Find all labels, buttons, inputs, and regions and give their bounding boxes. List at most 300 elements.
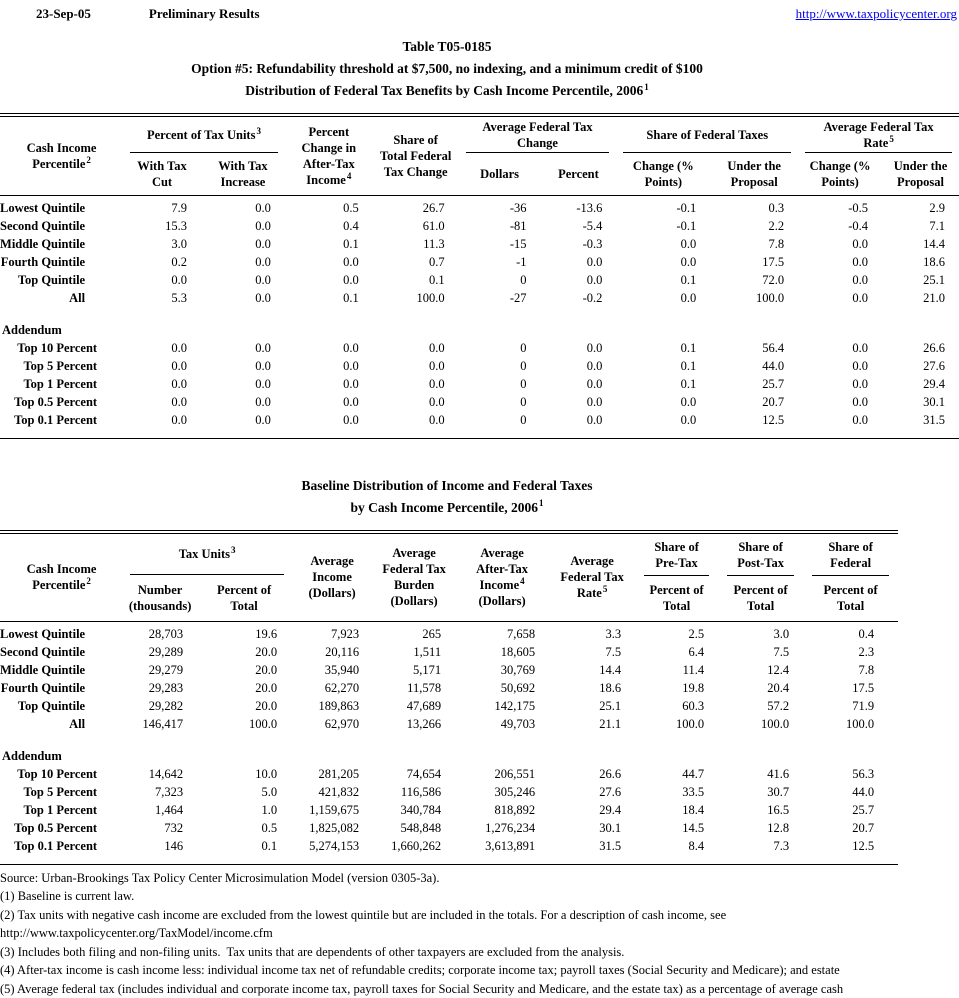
row-label: Fourth Quintile	[0, 679, 123, 697]
cell-value: 12.8	[718, 819, 803, 837]
cell-value: 0.0	[798, 271, 882, 289]
footnote-line: (2) Tax units with negative cash income are excluded from the lowest quintile but are included in the totals. For a description of cash income, see	[0, 906, 959, 925]
cell-value: 100.0	[373, 289, 459, 307]
table2-title-line1: Baseline Distribution of Income and Federal Taxes	[0, 475, 894, 497]
cell-value: 11.3	[373, 235, 459, 253]
cell-value: 0	[459, 411, 541, 429]
cell-value: 100.0	[710, 289, 798, 307]
column-subheader: Under the Proposal	[882, 153, 959, 195]
cell-value: 28,703	[123, 625, 197, 643]
column-header: Share of Pre-Tax Percent of Total	[635, 532, 718, 622]
cell-value: 3.0	[123, 235, 201, 253]
table-body	[0, 621, 898, 864]
cell-value: 116,586	[373, 783, 455, 801]
cell-value: 19.6	[197, 625, 291, 643]
cell-value: -81	[459, 217, 541, 235]
cell-value: 0.0	[201, 199, 285, 217]
table-header	[0, 532, 898, 622]
cell-value: 60.3	[635, 697, 718, 715]
cell-value: 18.6	[549, 679, 635, 697]
cell-value: 0.0	[540, 339, 616, 357]
row-label: All	[0, 715, 123, 733]
cell-value: -5.4	[540, 217, 616, 235]
column-header: Cash Income Percentile$^2$	[0, 115, 123, 195]
cell-value: 26.7	[373, 199, 459, 217]
cell-value: 7.5	[549, 643, 635, 661]
cell-value: 20.7	[710, 393, 798, 411]
cell-value: 1,660,262	[373, 837, 455, 855]
cell-value: 0.0	[798, 357, 882, 375]
taxpolicycenter-link[interactable]: http://www.taxpolicycenter.org	[796, 6, 957, 22]
cell-value: 0.1	[197, 837, 291, 855]
baseline-distribution-table	[0, 530, 898, 865]
cell-value: 7.9	[123, 199, 201, 217]
cell-value: -0.3	[540, 235, 616, 253]
cell-value: 818,892	[455, 801, 549, 819]
benefits-distribution-table-container	[0, 113, 959, 439]
cell-value: 0.0	[201, 375, 285, 393]
column-group-header: Share of Federal Taxes	[616, 115, 798, 153]
cell-value: 732	[123, 819, 197, 837]
cell-value: 0.0	[373, 375, 459, 393]
cell-value: 25.7	[710, 375, 798, 393]
cell-value: 35,940	[291, 661, 373, 679]
column-group-header: Tax Units$^3$	[123, 532, 291, 575]
row-label: Middle Quintile	[0, 235, 123, 253]
column-group-header: Percent of Tax Units$^3$	[123, 115, 285, 153]
footnote-line: (4) After-tax income is cash income less: individual income tax net of refundable credits; corporate income tax; payroll taxes (Social Security and Medicare); and estate	[0, 961, 959, 980]
cell-value: 100.0	[635, 715, 718, 733]
cell-value: 0.0	[201, 289, 285, 307]
cell-value: 13,266	[373, 715, 455, 733]
cell-value: -0.1	[616, 217, 710, 235]
benefits-distribution-table	[0, 113, 959, 439]
cell-value: 17.5	[710, 253, 798, 271]
cell-value: 0.0	[123, 271, 201, 289]
table-row	[0, 271, 959, 289]
cell-value: 2.3	[803, 643, 898, 661]
cell-value: 0.0	[201, 393, 285, 411]
cell-value: 29,282	[123, 697, 197, 715]
cell-value: 0.0	[616, 411, 710, 429]
column-subheader: Number (thousands)	[123, 575, 197, 621]
baseline-distribution-table-container	[0, 530, 959, 865]
cell-value: 142,175	[455, 697, 549, 715]
cell-value: 5,171	[373, 661, 455, 679]
cell-value: 206,551	[455, 765, 549, 783]
cell-value: 189,863	[291, 697, 373, 715]
cell-value: 0.0	[373, 411, 459, 429]
cell-value: 0.0	[285, 393, 373, 411]
cell-value: 74,654	[373, 765, 455, 783]
cell-value: 0.1	[616, 375, 710, 393]
cell-value: 0.0	[123, 393, 201, 411]
column-subheader: Change (% Points)	[798, 153, 882, 195]
cell-value: 0.4	[803, 625, 898, 643]
cell-value: 0	[459, 393, 541, 411]
cell-value: 21.0	[882, 289, 959, 307]
cell-value: 0.0	[798, 411, 882, 429]
cell-value: 31.5	[882, 411, 959, 429]
column-group-header: Average Federal Tax Change	[459, 115, 617, 153]
cell-value: 29,289	[123, 643, 197, 661]
cell-value: 305,246	[455, 783, 549, 801]
cell-value: 0.1	[285, 289, 373, 307]
table-row	[0, 801, 898, 819]
row-label: All	[0, 289, 123, 307]
cell-value: 6.4	[635, 643, 718, 661]
cell-value: 3.3	[549, 625, 635, 643]
cell-value: 30.1	[882, 393, 959, 411]
row-label: Top 1 Percent	[0, 801, 123, 819]
cell-value: 0.0	[201, 217, 285, 235]
cell-value: 0.0	[201, 411, 285, 429]
cell-value: 20.0	[197, 679, 291, 697]
row-label: Second Quintile	[0, 643, 123, 661]
cell-value: 10.0	[197, 765, 291, 783]
cell-value: 44.0	[803, 783, 898, 801]
cell-value: 29,279	[123, 661, 197, 679]
cell-value: 19.8	[635, 679, 718, 697]
cell-value: 11,578	[373, 679, 455, 697]
row-label: Fourth Quintile	[0, 253, 123, 271]
row-label: Second Quintile	[0, 217, 123, 235]
cell-value: 7.3	[718, 837, 803, 855]
cell-value: 29.4	[549, 801, 635, 819]
cell-value: 12.4	[718, 661, 803, 679]
addendum-row	[0, 321, 959, 339]
cell-value: 7.8	[710, 235, 798, 253]
cell-value: 0.0	[616, 289, 710, 307]
table-row	[0, 357, 959, 375]
cell-value: 30.7	[718, 783, 803, 801]
table-row	[0, 289, 959, 307]
cell-value: 1,825,082	[291, 819, 373, 837]
cell-value: 49,703	[455, 715, 549, 733]
column-header: Average Income (Dollars)	[291, 532, 373, 622]
cell-value: 0.0	[373, 339, 459, 357]
cell-value: 20.0	[197, 697, 291, 715]
column-header: Cash Income Percentile$^2$	[0, 532, 123, 622]
addendum-label: Addendum	[0, 747, 898, 765]
cell-value: 0.0	[201, 235, 285, 253]
row-label: Middle Quintile	[0, 661, 123, 679]
cell-value: 1,159,675	[291, 801, 373, 819]
cell-value: 62,970	[291, 715, 373, 733]
column-header: Share of Federal Percent of Total	[803, 532, 898, 622]
row-label: Top 5 Percent	[0, 357, 123, 375]
cell-value: 0.2	[123, 253, 201, 271]
table2-title-line2: by Cash Income Percentile, 2006$^1$	[0, 497, 894, 519]
cell-value: 0.0	[201, 253, 285, 271]
cell-value: 0.0	[616, 235, 710, 253]
footnote-ref-1: 1	[644, 82, 649, 92]
table-row	[0, 625, 898, 643]
row-label: Top 1 Percent	[0, 375, 123, 393]
cell-value: 0.0	[540, 375, 616, 393]
cell-value: 2.5	[635, 625, 718, 643]
cell-value: 0.0	[373, 357, 459, 375]
cell-value: 146	[123, 837, 197, 855]
table-row	[0, 661, 898, 679]
table-row	[0, 715, 898, 733]
cell-value: -0.1	[616, 199, 710, 217]
cell-value: 0.5	[197, 819, 291, 837]
cell-value: 62,270	[291, 679, 373, 697]
footnote-line: Source: Urban-Brookings Tax Policy Center Microsimulation Model (version 0305-3a).	[0, 869, 959, 888]
footnote-line: (5) Average federal tax (includes individual and corporate income tax, payroll taxes for Social Security and Medicare, and the estate tax) as a percentage of average cash	[0, 980, 959, 998]
row-label: Top 0.5 Percent	[0, 819, 123, 837]
cell-value: 0.0	[798, 253, 882, 271]
footnote-line: http://www.taxpolicycenter.org/TaxModel/income.cfm	[0, 924, 959, 943]
cell-value: 100.0	[718, 715, 803, 733]
cell-value: 340,784	[373, 801, 455, 819]
cell-value: 33.5	[635, 783, 718, 801]
cell-value: 0.1	[616, 271, 710, 289]
cell-value: 146,417	[123, 715, 197, 733]
preliminary-results-label: Preliminary Results	[149, 6, 260, 22]
column-header: Average Federal Tax Burden (Dollars)	[373, 532, 455, 622]
table-row	[0, 697, 898, 715]
page-header	[0, 0, 959, 22]
cell-value: 0.0	[540, 271, 616, 289]
cell-value: 3.0	[718, 625, 803, 643]
cell-value: 0.0	[285, 339, 373, 357]
cell-value: 7,923	[291, 625, 373, 643]
cell-value: 0.0	[798, 375, 882, 393]
addendum-label: Addendum	[0, 321, 959, 339]
cell-value: 0.0	[798, 289, 882, 307]
cell-value: 50,692	[455, 679, 549, 697]
cell-value: 421,832	[291, 783, 373, 801]
cell-value: 100.0	[803, 715, 898, 733]
cell-value: 0.0	[798, 339, 882, 357]
cell-value: 5.0	[197, 783, 291, 801]
row-label: Top 10 Percent	[0, 765, 123, 783]
table1-title	[0, 36, 894, 102]
table1-title-line2: Option #5: Refundability threshold at $7,500, no indexing, and a minimum credit of $100	[0, 58, 894, 80]
cell-value: 1,464	[123, 801, 197, 819]
cell-value: 30,769	[455, 661, 549, 679]
cell-value: 0.0	[616, 393, 710, 411]
cell-value: 0.1	[616, 339, 710, 357]
cell-value: -13.6	[540, 199, 616, 217]
cell-value: 18,605	[455, 643, 549, 661]
cell-value: -15	[459, 235, 541, 253]
cell-value: 0.5	[285, 199, 373, 217]
cell-value: -36	[459, 199, 541, 217]
cell-value: 0.0	[540, 357, 616, 375]
cell-value: -0.2	[540, 289, 616, 307]
cell-value: 265	[373, 625, 455, 643]
column-header: Share of Total Federal Tax Change	[373, 115, 459, 195]
cell-value: 14.5	[635, 819, 718, 837]
cell-value: 0.0	[201, 357, 285, 375]
cell-value: 281,205	[291, 765, 373, 783]
table-row	[0, 643, 898, 661]
cell-value: 20.0	[197, 661, 291, 679]
cell-value: 7.8	[803, 661, 898, 679]
cell-value: 14,642	[123, 765, 197, 783]
table-row	[0, 679, 898, 697]
cell-value: 16.5	[718, 801, 803, 819]
table-row	[0, 393, 959, 411]
cell-value: 30.1	[549, 819, 635, 837]
cell-value: 20,116	[291, 643, 373, 661]
cell-value: 5.3	[123, 289, 201, 307]
cell-value: 18.6	[882, 253, 959, 271]
cell-value: 7,658	[455, 625, 549, 643]
cell-value: -27	[459, 289, 541, 307]
cell-value: 0.0	[616, 253, 710, 271]
footnote-line: (1) Baseline is current law.	[0, 887, 959, 906]
cell-value: 0.3	[710, 199, 798, 217]
cell-value: 0.0	[540, 411, 616, 429]
cell-value: 12.5	[710, 411, 798, 429]
cell-value: 61.0	[373, 217, 459, 235]
cell-value: 29.4	[882, 375, 959, 393]
row-label: Lowest Quintile	[0, 199, 123, 217]
cell-value: 47,689	[373, 697, 455, 715]
cell-value: 5,274,153	[291, 837, 373, 855]
cell-value: 100.0	[197, 715, 291, 733]
cell-value: 0	[459, 357, 541, 375]
cell-value: 72.0	[710, 271, 798, 289]
cell-value: 0.0	[285, 411, 373, 429]
cell-value: 25.1	[549, 697, 635, 715]
cell-value: 25.7	[803, 801, 898, 819]
cell-value: 0.1	[616, 357, 710, 375]
cell-value: 0.0	[201, 339, 285, 357]
cell-value: 0.0	[798, 235, 882, 253]
cell-value: 56.4	[710, 339, 798, 357]
row-label: Top 5 Percent	[0, 783, 123, 801]
cell-value: 0.0	[201, 271, 285, 289]
cell-value: 29,283	[123, 679, 197, 697]
cell-value: 0.0	[540, 253, 616, 271]
column-subheader: Under the Proposal	[710, 153, 798, 195]
cell-value: 0.0	[285, 375, 373, 393]
cell-value: 7.5	[718, 643, 803, 661]
column-subheader: With Tax Cut	[123, 153, 201, 195]
cell-value: 0.0	[798, 393, 882, 411]
cell-value: -0.4	[798, 217, 882, 235]
cell-value: 0.0	[123, 375, 201, 393]
table1-title-line1: Table T05-0185	[0, 36, 894, 58]
column-subheader: With Tax Increase	[201, 153, 285, 195]
table-row	[0, 837, 898, 855]
column-subheader: Percent of Total	[197, 575, 291, 621]
column-subheader: Change (% Points)	[616, 153, 710, 195]
row-label: Top 10 Percent	[0, 339, 123, 357]
table-row	[0, 235, 959, 253]
cell-value: 14.4	[882, 235, 959, 253]
cell-value: 0.0	[285, 271, 373, 289]
row-label: Top Quintile	[0, 271, 123, 289]
cell-value: 0.0	[285, 357, 373, 375]
table-row	[0, 411, 959, 429]
cell-value: 21.1	[549, 715, 635, 733]
cell-value: 8.4	[635, 837, 718, 855]
table-header	[0, 115, 959, 195]
table-row	[0, 217, 959, 235]
column-subheader: Percent	[540, 153, 616, 195]
cell-value: 31.5	[549, 837, 635, 855]
cell-value: 20.4	[718, 679, 803, 697]
cell-value: 25.1	[882, 271, 959, 289]
cell-value: 2.9	[882, 199, 959, 217]
table-row	[0, 375, 959, 393]
cell-value: 0	[459, 271, 541, 289]
table2-title	[0, 475, 894, 519]
cell-value: 11.4	[635, 661, 718, 679]
column-header: Average After-Tax Income$^4$ (Dollars)	[455, 532, 549, 622]
cell-value: 18.4	[635, 801, 718, 819]
table-row	[0, 339, 959, 357]
cell-value: 0.0	[123, 357, 201, 375]
report-date: 23-Sep-05	[36, 6, 91, 22]
row-label: Top 0.1 Percent	[0, 837, 123, 855]
footnote-ref-1b: 1	[539, 498, 544, 508]
table-row	[0, 819, 898, 837]
cell-value: 12.5	[803, 837, 898, 855]
footnote-line: (3) Includes both filing and non-filing units. Tax units that are dependents of other taxpayers are excluded from the analysis.	[0, 943, 959, 962]
cell-value: 20.7	[803, 819, 898, 837]
cell-value: 0.4	[285, 217, 373, 235]
table1-title-line3: Distribution of Federal Tax Benefits by Cash Income Percentile, 2006$^1$	[0, 80, 894, 102]
table-row	[0, 253, 959, 271]
cell-value: 27.6	[549, 783, 635, 801]
cell-value: 17.5	[803, 679, 898, 697]
addendum-row	[0, 747, 898, 765]
cell-value: 0.0	[540, 393, 616, 411]
cell-value: 1.0	[197, 801, 291, 819]
column-group-header: Average Federal Tax Rate$^5$	[798, 115, 959, 153]
cell-value: 2.2	[710, 217, 798, 235]
cell-value: 20.0	[197, 643, 291, 661]
cell-value: 1,511	[373, 643, 455, 661]
table-body	[0, 195, 959, 438]
cell-value: 7.1	[882, 217, 959, 235]
cell-value: 0.0	[285, 253, 373, 271]
column-header: Share of Post-Tax Percent of Total	[718, 532, 803, 622]
column-header: Percent Change in After-Tax Income$^4$	[285, 115, 373, 195]
cell-value: 26.6	[549, 765, 635, 783]
table-row	[0, 783, 898, 801]
cell-value: 7,323	[123, 783, 197, 801]
cell-value: -0.5	[798, 199, 882, 217]
cell-value: 27.6	[882, 357, 959, 375]
cell-value: 0	[459, 375, 541, 393]
cell-value: 15.3	[123, 217, 201, 235]
cell-value: 0.1	[373, 271, 459, 289]
cell-value: 0.0	[123, 339, 201, 357]
column-subheader: Dollars	[459, 153, 541, 195]
column-header: Average Federal Tax Rate$^5$	[549, 532, 635, 622]
cell-value: -1	[459, 253, 541, 271]
cell-value: 44.0	[710, 357, 798, 375]
cell-value: 0	[459, 339, 541, 357]
table-row	[0, 765, 898, 783]
cell-value: 44.7	[635, 765, 718, 783]
cell-value: 3,613,891	[455, 837, 549, 855]
row-label: Top 0.5 Percent	[0, 393, 123, 411]
row-label: Top 0.1 Percent	[0, 411, 123, 429]
cell-value: 0.0	[123, 411, 201, 429]
cell-value: 0.7	[373, 253, 459, 271]
cell-value: 1,276,234	[455, 819, 549, 837]
cell-value: 548,848	[373, 819, 455, 837]
